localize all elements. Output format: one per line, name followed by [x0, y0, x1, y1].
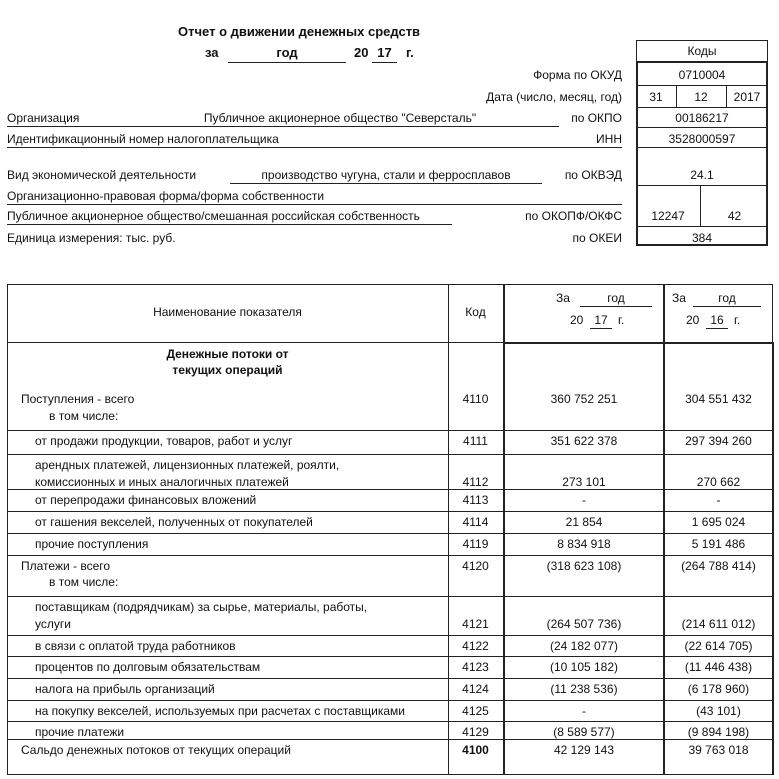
- period-word: год: [276, 45, 298, 60]
- row-value-2016: (9 894 198): [687, 725, 750, 739]
- legal-form-value: Публичное акционерное общество/смешанная российская собственность: [7, 209, 420, 223]
- col1-za: За: [556, 291, 570, 305]
- col1-g: г.: [618, 313, 625, 327]
- activity-label: Вид экономической деятельности: [7, 168, 197, 182]
- row-value-2017: 21 854: [565, 515, 603, 529]
- row-label: в том числе:: [49, 409, 119, 423]
- row-value-2017: 360 752 251: [550, 392, 618, 406]
- row-value-2016: (264 788 414): [681, 559, 756, 573]
- row-code: 4124: [462, 682, 489, 696]
- row-value-2017: (8 589 577): [553, 725, 615, 739]
- okopf-label: по ОКОПФ/ОКФС: [525, 209, 622, 223]
- row-code: 4111: [463, 434, 488, 448]
- okud-value: 0710004: [678, 68, 726, 82]
- row-label: поставщикам (подрядчикам) за сырье, материалы, работы,: [35, 600, 368, 614]
- row-value-2016: (43 101): [696, 704, 741, 718]
- row-value-2017: -: [582, 704, 586, 718]
- org-label: Организация: [7, 111, 80, 125]
- row-value-2017: (24 182 077): [549, 639, 619, 653]
- col2-prefix: 20: [686, 313, 700, 327]
- row-value-2016: 304 551 432: [685, 392, 752, 406]
- row-code: 4123: [462, 660, 489, 674]
- row-label: от продажи продукции, товаров, работ и услуг: [35, 434, 293, 448]
- date-label: Дата (число, месяц, год): [486, 90, 622, 104]
- row-value-2016: -: [716, 493, 721, 507]
- col-code-header: Код: [465, 305, 486, 319]
- row-value-2016: (6 178 960): [687, 682, 750, 696]
- row-code: 4129: [462, 725, 489, 739]
- okved-value: 24.1: [690, 168, 714, 182]
- row-code: 4114: [462, 515, 489, 529]
- row-value-2017: (318 623 108): [546, 559, 622, 573]
- row-value-2016: 270 662: [696, 475, 741, 489]
- year-suffix: 17: [377, 45, 392, 60]
- row-label: процентов по долговым обязательствам: [35, 660, 261, 674]
- okei-value: 384: [691, 231, 713, 245]
- inn-code-label: ИНН: [596, 132, 622, 146]
- row-label-cont: услуги: [35, 617, 71, 631]
- row-value-2016: 1 695 024: [691, 515, 746, 529]
- report-title: Отчет о движении денежных средств: [178, 24, 421, 39]
- row-value-2017: 8 834 918: [557, 537, 611, 551]
- row-value-2016: 39 763 018: [688, 743, 749, 757]
- row-label: Платежи - всего: [21, 559, 111, 573]
- row-value-2016: 297 394 260: [685, 434, 752, 448]
- okpo-value: 00186217: [675, 111, 729, 125]
- row-label: арендных платежей, лицензионных платежей, роялти,: [35, 458, 340, 472]
- row-value-2017: 351 622 378: [550, 434, 618, 448]
- row-value-2016: 5 191 486: [691, 537, 746, 551]
- date-month: 12: [694, 90, 708, 104]
- row-code: 4125: [462, 704, 489, 718]
- year-prefix: 20: [354, 45, 369, 60]
- codes-header: Коды: [687, 44, 717, 58]
- row-value-2017: 42 129 143: [553, 743, 615, 757]
- row-label-cont: комиссионных и иных аналогичных платежей: [35, 475, 289, 489]
- col1-year: 17: [594, 313, 608, 327]
- row-value-2016: (22 614 705): [684, 639, 753, 653]
- row-label: налога на прибыль организаций: [35, 682, 215, 696]
- okved-label: по ОКВЭД: [564, 168, 622, 182]
- row-code: 4121: [462, 617, 489, 631]
- row-label: прочие поступления: [35, 537, 149, 551]
- col1-period: год: [607, 291, 625, 305]
- row-value-2017: -: [582, 493, 586, 507]
- row-label: Сальдо денежных потоков от текущих операций: [21, 743, 291, 757]
- section-title-line1: Денежные потоки от: [166, 347, 289, 361]
- row-code: 4119: [462, 537, 489, 551]
- year-g: г.: [406, 45, 414, 60]
- col-name-header: Наименование показателя: [153, 305, 302, 319]
- row-label: на покупку векселей, используемых при расчетах с поставщиками: [35, 704, 405, 718]
- row-label: в том числе:: [49, 575, 119, 589]
- activity-value: производство чугуна, стали и ферросплавов: [261, 168, 511, 182]
- row-value-2016: (11 446 438): [684, 660, 753, 674]
- section-title-line2: текущих операций: [172, 363, 283, 377]
- row-value-2016: (214 611 012): [681, 617, 756, 631]
- row-value-2017: (10 105 182): [549, 660, 619, 674]
- legal-form-label: Организационно-правовая форма/форма собственности: [7, 189, 325, 203]
- row-code: 4113: [462, 493, 489, 507]
- row-label: от перепродажи финансовых вложений: [35, 493, 257, 507]
- unit-label: Единица измерения: тыс. руб.: [7, 231, 176, 245]
- date-year: 2017: [733, 90, 761, 104]
- row-value-2017: (264 507 736): [546, 617, 622, 631]
- col2-period: год: [718, 291, 736, 305]
- row-code: 4110: [462, 392, 489, 406]
- okopf-value: 12247: [651, 209, 685, 223]
- row-code: 4100: [462, 743, 489, 757]
- row-label: в связи с оплатой труда работников: [35, 639, 236, 653]
- row-code: 4112: [462, 475, 489, 489]
- col2-year: 16: [710, 313, 724, 327]
- okfs-value: 42: [727, 209, 742, 223]
- col2-za: За: [672, 291, 686, 305]
- okei-label: по ОКЕИ: [572, 231, 622, 245]
- inn-value: 3528000597: [668, 132, 736, 146]
- inn-label: Идентификационный номер налогоплательщика: [7, 132, 279, 146]
- row-value-2017: (11 238 536): [550, 682, 618, 696]
- row-label: от гашения векселей, полученных от покупателей: [35, 515, 313, 529]
- row-value-2017: 273 101: [562, 475, 606, 489]
- col2-g: г.: [734, 313, 741, 327]
- row-code: 4122: [462, 639, 489, 653]
- row-code: 4120: [462, 559, 489, 573]
- period-za: за: [205, 45, 219, 60]
- date-day: 31: [649, 90, 663, 104]
- col1-prefix: 20: [570, 313, 584, 327]
- okud-label: Форма по ОКУД: [533, 68, 622, 82]
- okpo-label: по ОКПО: [571, 111, 622, 125]
- row-label: прочие платежи: [35, 725, 125, 739]
- row-label: Поступления - всего: [21, 392, 135, 406]
- org-value: Публичное акционерное общество "Северсталь": [203, 111, 477, 125]
